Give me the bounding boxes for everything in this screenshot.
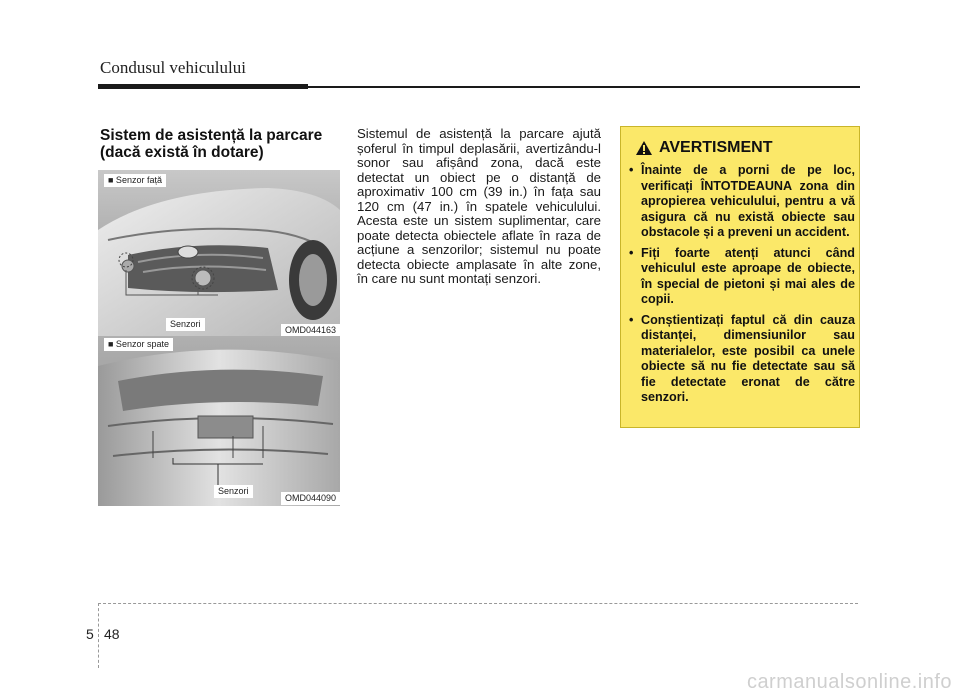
rear-figure-code: OMD044090: [281, 492, 340, 505]
section-title: Sistem de asistență la parcare (dacă există în dotare): [100, 127, 323, 161]
warning-item-text: Conștientizați faptul că din cauza distanței, dimensiunilor sau materialelor, este posibil ca unele obiecte să nu fie detectate sau să fie detectate eronat de către senzori.: [641, 312, 855, 404]
rear-sensor-tag: ■ Senzor spate: [104, 338, 173, 351]
body-paragraph: Sistemul de asistență la parcare ajută șoferul în timpul deplasării, avertizându-l sonor sau afișând zona, dacă este detectat un obiect pe o distanță de aproximativ 100 cm (39 in.) în fața sau 120 cm (47 in.) în spatele vehiculului. Acesta este un sistem suplimentar, care poate detecta obiectele aflate în raza de acțiune a senzorilor; sistemul nu poate detecta obiecte amplasate în alte zone, în care nu sunt montați senzori.: [357, 126, 601, 286]
bullet: •: [629, 312, 634, 327]
footer-rule-vertical: [98, 603, 99, 668]
warning-item-text: Înainte de a porni de pe loc, verificați ÎNTOTDEAUNA zona din apropierea vehiculului, pentru a vă asigura că nu există obiecte sau obstacole și a preveni un accident.: [641, 163, 855, 239]
warning-triangle-icon: [635, 140, 653, 156]
front-sensor-tag: ■ Senzor față: [104, 174, 166, 187]
front-figure-code: OMD044163: [281, 324, 340, 337]
watermark: carmanualsonline.info: [746, 671, 952, 693]
front-sensors-callout: Senzori: [166, 318, 205, 331]
page-number: 48: [104, 626, 120, 642]
warning-item: [629, 313, 855, 406]
warning-item: [629, 163, 855, 241]
footer-rule-horizontal: [98, 603, 858, 604]
bullet: •: [629, 163, 634, 177]
rear-sensor-figure: [98, 336, 340, 506]
warning-header: [635, 139, 772, 157]
header-title: Condusul vehiculului: [100, 58, 246, 77]
chapter-number: 5: [86, 626, 94, 642]
warning-box: [620, 126, 860, 428]
front-car-illustration: [98, 170, 340, 338]
warning-title: AVERTISMENT: [659, 139, 773, 156]
header-rule-thin: [98, 86, 860, 88]
front-sensor-figure: [98, 170, 340, 338]
warning-item: [629, 246, 855, 308]
rear-sensors-callout: Senzori: [214, 485, 253, 498]
bullet: •: [629, 245, 634, 260]
rear-car-illustration: [98, 336, 340, 506]
warning-item-text: Fiți foarte atenți atunci când vehiculul este aproape de obiecte, în special de pietoni și mai ales de copii.: [641, 245, 855, 306]
warning-list: [629, 163, 855, 411]
